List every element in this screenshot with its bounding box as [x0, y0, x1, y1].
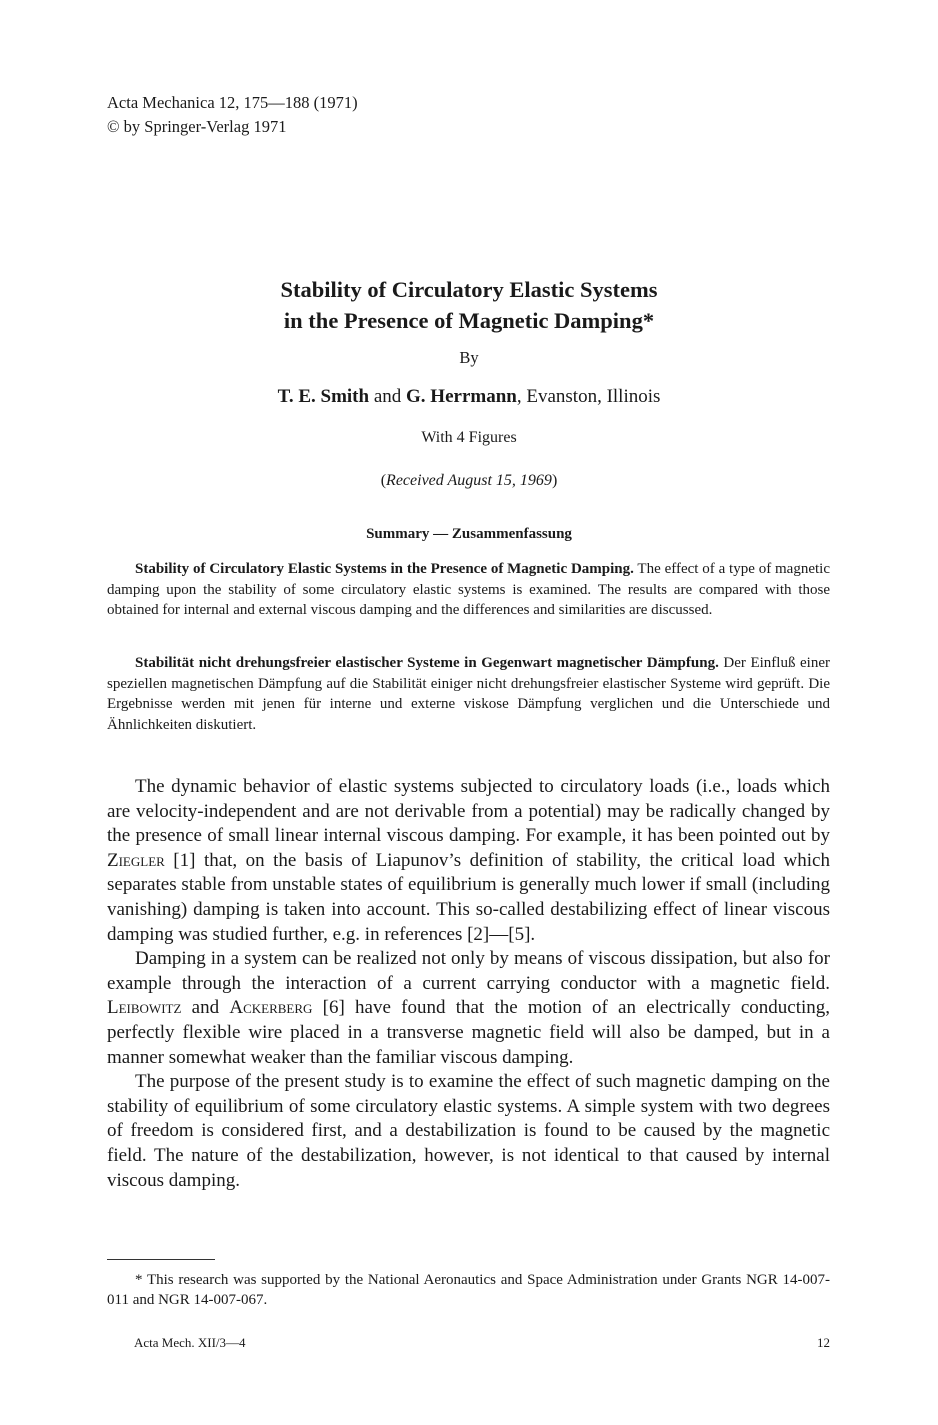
footer-journal-volume: Acta Mech. XII/3—4 — [134, 1335, 246, 1350]
footnote-text: * This research was supported by the National Aeronautics and Space Administration under Grants NGR 14-007-011 and NGR 14-007-067. — [107, 1272, 830, 1308]
received-open-paren: ( — [380, 472, 387, 489]
byline: By — [459, 348, 479, 367]
authors-line — [0, 386, 938, 408]
body-text — [107, 775, 830, 1193]
body-p2-part-a: Damping in a system can be realized not only by means of viscous dissipation, but also for example through the interaction of a current carrying conductor with a magnetic field. — [107, 948, 830, 994]
footnote-rule — [107, 1259, 215, 1260]
english-abstract — [107, 559, 830, 621]
cited-author-ackerberg: Ackerberg — [229, 997, 313, 1019]
received-text: Received August 15, 1969 — [386, 472, 552, 489]
summary-heading: Summary — Zusammenfassung — [366, 526, 572, 542]
received-close-paren: ) — [551, 472, 558, 489]
title-line-1: Stability of Circulatory Elastic Systems — [280, 277, 658, 302]
german-abstract-paragraph — [107, 653, 830, 735]
footer-page-signature: 12 — [817, 1335, 830, 1350]
title-line-2: in the Presence of Magnetic Damping* — [283, 308, 655, 333]
cited-author-ziegler: Ziegler — [107, 849, 165, 871]
journal-citation: Acta Mechanica 12, 175—188 (1971) — [107, 93, 358, 112]
footnote — [107, 1270, 830, 1310]
copyright-line: © by Springer-Verlag 1971 — [107, 117, 287, 136]
paper-title — [0, 274, 938, 336]
body-paragraph-3: The purpose of the present study is to examine the effect of such magnetic damping on the stability of equilibrium of some circulatory elastic systems. A simple system with two degrees of freedom is considered first, and a destabilization is found to be caused by the magnetic field. The nature of the destabilization, however, is not identical to that caused by internal viscous damping. — [107, 1071, 830, 1191]
author-2: G. Herrmann — [406, 386, 517, 407]
body-p2-mid: and — [181, 997, 230, 1019]
german-abstract-text: Der Einfluß einer speziellen magnetischen Dämpfung auf die Stabilität einiger nicht drehungsfreier elastischer Systeme wird geprüft. Die Ergebnisse werden mit jenen für interne und externe viskose Dämpfung verglichen und die Unterschiede und Ähnlichkeiten diskutiert. — [107, 655, 830, 733]
english-abstract-text: The effect of a type of magnetic damping upon the stability of some circulatory elastic systems is examined. The results are compared with those obtained for internal and external viscous damping and the differences and similarities are discussed. — [107, 561, 830, 618]
author-conjunction: and — [369, 386, 407, 407]
english-abstract-paragraph — [107, 559, 830, 621]
german-abstract-title: Stabilität nicht drehungsfreier elastischer Systeme in Gegenwart magnetischer Dämpfung. — [135, 655, 719, 671]
author-1: T. E. Smith — [277, 386, 370, 407]
body-p1-part-b: [1] that, on the basis of Liapunov’s definition of stability, the critical load which separates stable from unstable states of equilibrium is generally much lower if small (including vanishing) damping is taken into account. This so-called destabilizing effect of linear viscous damping was studied further, e.g. in references [2]—[5]. — [107, 849, 830, 945]
body-p2-part-b: [6] have found that the motion of an electrically conducting, perfectly flexible wire placed in a transverse magnetic field will also be damped, but in a manner somewhat weaker than the familiar viscous damping. — [107, 997, 830, 1068]
journal-header — [107, 91, 358, 139]
body-p1-part-a: The dynamic behavior of elastic systems subjected to circulatory loads (i.e., loads which are velocity-independent and are not derivable from a potential) may be radically changed by the presence of small linear internal viscous damping. For example, it has been pointed out by — [107, 776, 830, 847]
body-paragraph-2 — [107, 947, 830, 1070]
body-paragraph-1 — [107, 775, 830, 947]
english-abstract-title: Stability of Circulatory Elastic Systems in the Presence of Magnetic Damping. — [135, 561, 634, 577]
author-location: , Evanston, Illinois — [516, 386, 661, 407]
figures-note: With 4 Figures — [421, 429, 517, 446]
received-date — [0, 472, 938, 490]
german-abstract — [107, 653, 830, 735]
cited-author-leibowitz: Leibowitz — [107, 997, 182, 1019]
